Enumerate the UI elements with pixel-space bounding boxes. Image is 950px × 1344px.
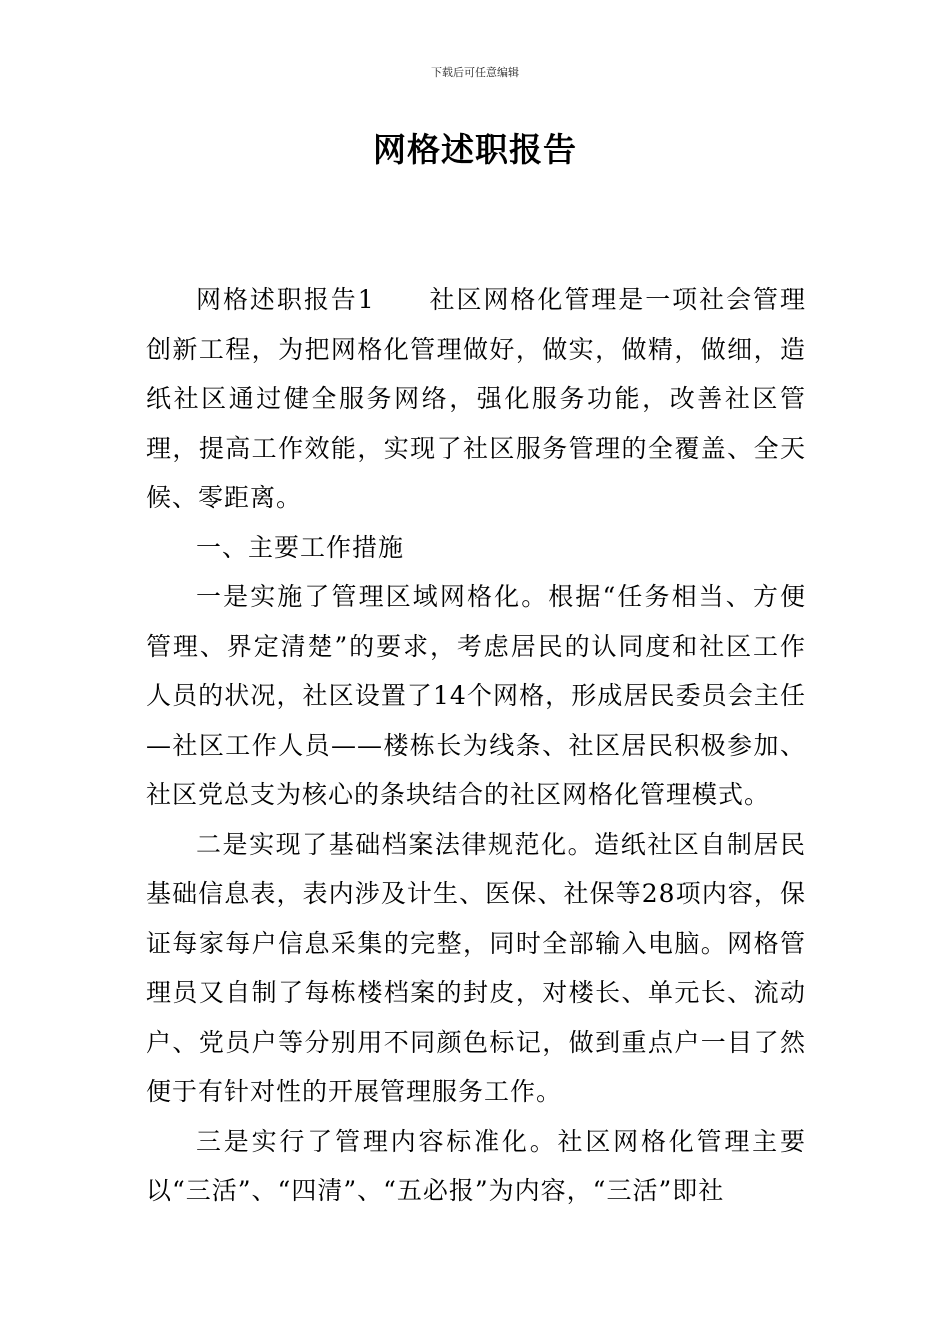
paragraph-measure-2: 二是实现了基础档案法律规范化。造纸社区自制居民基础信息表，表内涉及计生、医保、社保等28项内容，保证每家每户信息采集的完整，同时全部输入电脑。网格管理员又自制了每栋楼档案的封皮，对楼长、单元长、流动户、党员户等分别用不同颜色标记，做到重点户一目了然便于有针对性的开展管理服务工作。 bbox=[146, 829, 806, 1106]
document-title: 网格述职报告 bbox=[373, 130, 577, 169]
page-header-note: 下载后可任意编辑 bbox=[431, 66, 519, 79]
section-heading-main-measures: 一、主要工作措施 bbox=[196, 532, 405, 562]
paragraph-measure-3: 三是实行了管理内容标准化。社区网格化管理主要以“三活”、“四清”、“五必报”为内容，“三活”即社 bbox=[146, 1126, 806, 1205]
paragraph-measure-1: 一是实施了管理区域网格化。根据“任务相当、方便管理、界定清楚”的要求，考虑居民的认同度和社区工作人员的状况，社区设置了14个网格，形成居民委员会主任—社区工作人员——楼栋长为线条、社区居民积极参加、社区党总支为核心的条块结合的社区网格化管理模式。 bbox=[146, 582, 806, 809]
paragraph-intro: 网格述职报告1 社区网格化管理是一项社会管理创新工程，为把网格化管理做好，做实，做精，做细，造纸社区通过健全服务网络，强化服务功能，改善社区管理，提高工作效能，实现了社区服务管理的全覆盖、全天候、零距离。 bbox=[146, 285, 806, 512]
document-body bbox=[146, 275, 806, 1216]
